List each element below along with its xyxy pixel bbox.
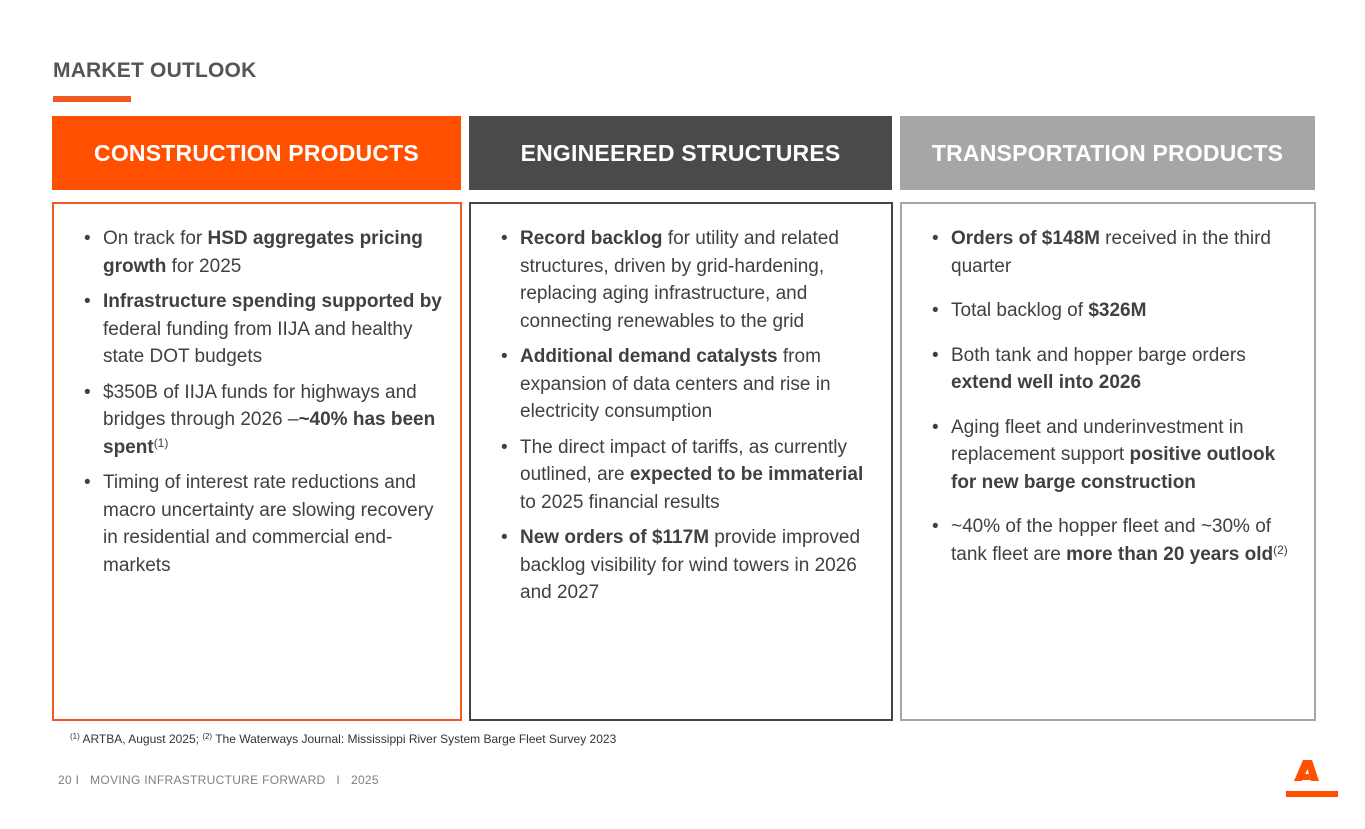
column-header-construction: CONSTRUCTION PRODUCTS bbox=[52, 116, 461, 190]
bullet-item bbox=[501, 434, 877, 517]
arcosa-a-logo-icon bbox=[1286, 757, 1338, 799]
footnote-marker: (2) bbox=[1273, 542, 1288, 557]
bullet-item bbox=[84, 288, 446, 371]
footnote-marker: (1) bbox=[153, 435, 169, 450]
bullet-text: Both tank and hopper barge orders bbox=[951, 344, 1246, 366]
bullet-text: ~40% of the hopper fleet and ~30% of tank fleet are bbox=[951, 516, 1272, 565]
footnote-text: ARTBA, August 2025; bbox=[79, 732, 203, 746]
column-box-engineered bbox=[469, 202, 893, 721]
bullet-text: for 2025 bbox=[166, 255, 242, 277]
footnote-ref: (1) bbox=[70, 732, 80, 741]
bullet-emphasis: extend well into 2026 bbox=[951, 372, 1142, 393]
bullet-item bbox=[932, 225, 1302, 280]
bullet-item bbox=[501, 225, 877, 335]
bullet-item bbox=[84, 379, 446, 462]
bullet-item bbox=[932, 297, 1302, 325]
bullet-item bbox=[932, 342, 1302, 397]
bullet-item bbox=[501, 524, 877, 607]
bullet-emphasis: positive outlook for new barge construction bbox=[951, 444, 1276, 493]
column-header-engineered: ENGINEERED STRUCTURES bbox=[469, 116, 892, 190]
footer-year: 2025 bbox=[350, 773, 379, 787]
title-underline bbox=[53, 96, 131, 102]
bullet-item bbox=[84, 225, 446, 280]
bullet-text: $350B of IIJA funds for highways and bridges through 2026 – bbox=[103, 381, 417, 430]
bullet-text: Total backlog of bbox=[951, 300, 1089, 321]
bullet-text: Timing of interest rate reductions and macro uncertainty are slowing recovery in residential and commercial end-markets bbox=[103, 472, 434, 576]
bullet-item bbox=[84, 469, 446, 579]
bullet-emphasis: Record backlog bbox=[520, 228, 663, 249]
footer-tagline: MOVING INFRASTRUCTURE FORWARD bbox=[90, 773, 326, 787]
bullet-emphasis: HSD aggregates pricing growth bbox=[103, 228, 423, 277]
column-box-transportation bbox=[900, 202, 1316, 721]
bullet-emphasis: Orders of $148M bbox=[951, 228, 1100, 249]
bullet-text: to 2025 financial results bbox=[520, 491, 720, 513]
bullet-text: from expansion of data centers and rise in electricity consumption bbox=[520, 346, 831, 422]
bullet-emphasis: Additional demand catalysts bbox=[520, 346, 778, 367]
bullet-list bbox=[932, 225, 1302, 585]
bullet-item bbox=[501, 343, 877, 426]
bullet-text: for utility and related structures, driven by grid-hardening, replacing aging infrastructure, and connecting renewables to the grid bbox=[520, 228, 839, 332]
footer-separator: I bbox=[75, 773, 80, 787]
bullet-emphasis: more than 20 years old bbox=[1066, 543, 1274, 565]
bullet-item bbox=[932, 414, 1302, 497]
bullet-text: received in the third quarter bbox=[951, 228, 1271, 277]
bullet-list bbox=[84, 225, 446, 587]
column-header-transportation: TRANSPORTATION PRODUCTS bbox=[900, 116, 1315, 190]
bullet-emphasis: New orders of $117M bbox=[520, 527, 710, 548]
column-box-construction bbox=[52, 202, 462, 721]
bullet-text: provide improved backlog visibility for wind towers in 2026 and 2027 bbox=[520, 527, 861, 603]
footnote bbox=[70, 732, 616, 746]
page-title: MARKET OUTLOOK bbox=[53, 59, 257, 82]
bullet-emphasis: ~40% has been spent bbox=[103, 409, 436, 458]
footnote-ref: (2) bbox=[202, 732, 213, 741]
bullet-emphasis: expected to be immaterial bbox=[629, 464, 864, 485]
bullet-text: On track for bbox=[103, 228, 208, 249]
bullet-text: federal funding from IIJA and healthy state DOT budgets bbox=[103, 318, 413, 367]
footer-separator: I bbox=[336, 773, 341, 787]
bullet-text: Aging fleet and underinvestment in replacement support bbox=[951, 416, 1244, 465]
bullet-emphasis: Infrastructure spending supported by bbox=[103, 291, 442, 312]
bullet-emphasis: $326M bbox=[1088, 300, 1147, 321]
bullet-list bbox=[501, 225, 877, 615]
bullet-text: The direct impact of tariffs, as currently outlined, are bbox=[520, 436, 847, 485]
bullet-item bbox=[932, 513, 1302, 568]
page-number: 20 bbox=[58, 773, 72, 787]
footnote-text: The Waterways Journal: Mississippi River System Barge Fleet Survey 2023 bbox=[212, 732, 617, 746]
page-footer bbox=[58, 773, 379, 787]
